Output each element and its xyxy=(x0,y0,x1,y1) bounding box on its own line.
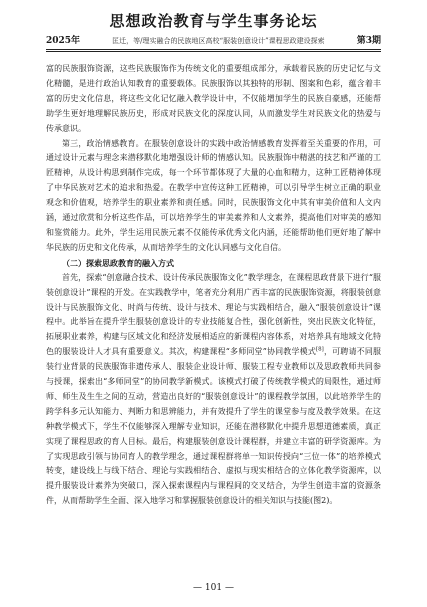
article-body xyxy=(46,62,381,509)
paragraph-political-emotion: 第三，政治情感教育。在服装创意设计的实践中政治情感教育发挥着至关重要的作用，可通过设计元素与理念来潜移默化地增强设计师的情感认知。民族服饰中精湛的技艺和严谨的工匠精神，从设计构思到制作完成，每一个环节都体现了大量的心血和精力，这种工匠精神体现了中华民族对艺术的追求和热爱。在教学中宣传这种工匠精神，可以引导学生树立正确的职业观念和价值观，培养学生的职业素养和责任感。同时，民族服饰文化中其有审美价值和人文内涵，通过欣赏和分析这些作品，可以培养学生的审美素养和人文素养，提高他们对审美的感知和鉴赏能力。此外，学生运用民族元素不仅能传承优秀文化内涵，还能帮助他们更好地了解中华民族的历史和文化传承，从而培养学生的文化认同感与文化自信。 xyxy=(46,138,381,252)
header-rule-thin xyxy=(46,51,381,52)
issue-year: 2025年 xyxy=(46,36,81,46)
citation-superscript: [8] xyxy=(316,346,324,353)
journal-title: 思想政治教育与学生事务论坛 xyxy=(109,12,318,30)
section-heading: （二）探索思政教育的融入方式 xyxy=(62,257,174,268)
paragraph-text-part-1: 首先，探索“创意融合技术、设计传承民族服饰文化”教学理念，在课程思政背景下进行“服装创意设计”课程的开发。在实践教学中，笔者充分利用广西丰富的民族服饰资源，将服装创意设计与民族服饰文化、时尚与传统、设计与技术、理论与实践相结合，融入“服装创意设计”课程中。此举旨在提升学生服装创意设计的专业技能复合性，强化创新性，突出民族文化特征，拓展职业素养，构建与区域文化和经济发展相适应的新课程内容体系，对培养具有地域文化特色的服装设计人才具有重要意义。其次，构建课程“多师同堂”协同教学模式 xyxy=(46,272,381,357)
paragraph-text-part-2: ，可聘请不同服装行业背景的民族服饰非遗传承人、服装企业设计师、服装工程专业教师以及思政教师共同参与授课，探索出“多师同堂”的协同教学新模式。该模式打破了传统教学模式的局限性，通过师师、师生及生生之间的互动，营造出良好的“服装创意设计”的课程教学氛围，以此培养学生的跨学科多元认知能力、判断力和思辨能力，并有效提升了学生的课堂参与度及教学效果。在这种教学模式下，学生不仅能够深入理解专业知识，还能在潜移默化中提升思想道德素质，真正实现了课程思政的育人目标。最后，构建服装创意设计课程群，并建立丰富的研学资源库。为了实现思政引领与协同育人的教学理念，通过课程群将单一知识传授向“三位一体”的培养模式转变，建设线上与线下结合、理论与实践相结合、虚拟与现实相结合的立体化教学资源库，以提升服装设计素养为突破口，深入探索课程内与课程间的交叉结合，为学生创造丰富的资源条件，从而帮助学生全面、深入地学习和掌握服装创意设计的相关知识与技能(图2)。 xyxy=(46,347,381,506)
running-title: 匡迁，等/理实融合的民族地区高校“服装创意设计”课程思政建设探索 xyxy=(112,37,325,45)
header-rule-thick xyxy=(46,49,381,50)
page-number: — 101 — xyxy=(193,583,234,593)
running-header xyxy=(46,36,381,46)
issue-number: 第3期 xyxy=(356,36,381,46)
paragraph-political-cognition: 富的民族服饰资源，这些民族服饰作为传统文化的重要组成部分，承载着民族的历史记忆与文化精髓，是进行政治认知教育的重要载体。民族服饰以其独特的形制、图案和色彩，蕴含着丰富的历史文化信息，将这些文化记忆融入教学设计中，不仅能增加学生的民族自豪感，还能帮助学生更好地理解民族历史，形成对民族文化的深度认同，从而激发学生对民族文化的热爱与传承意识。 xyxy=(46,64,381,133)
paragraph-integration-methods xyxy=(46,271,381,510)
